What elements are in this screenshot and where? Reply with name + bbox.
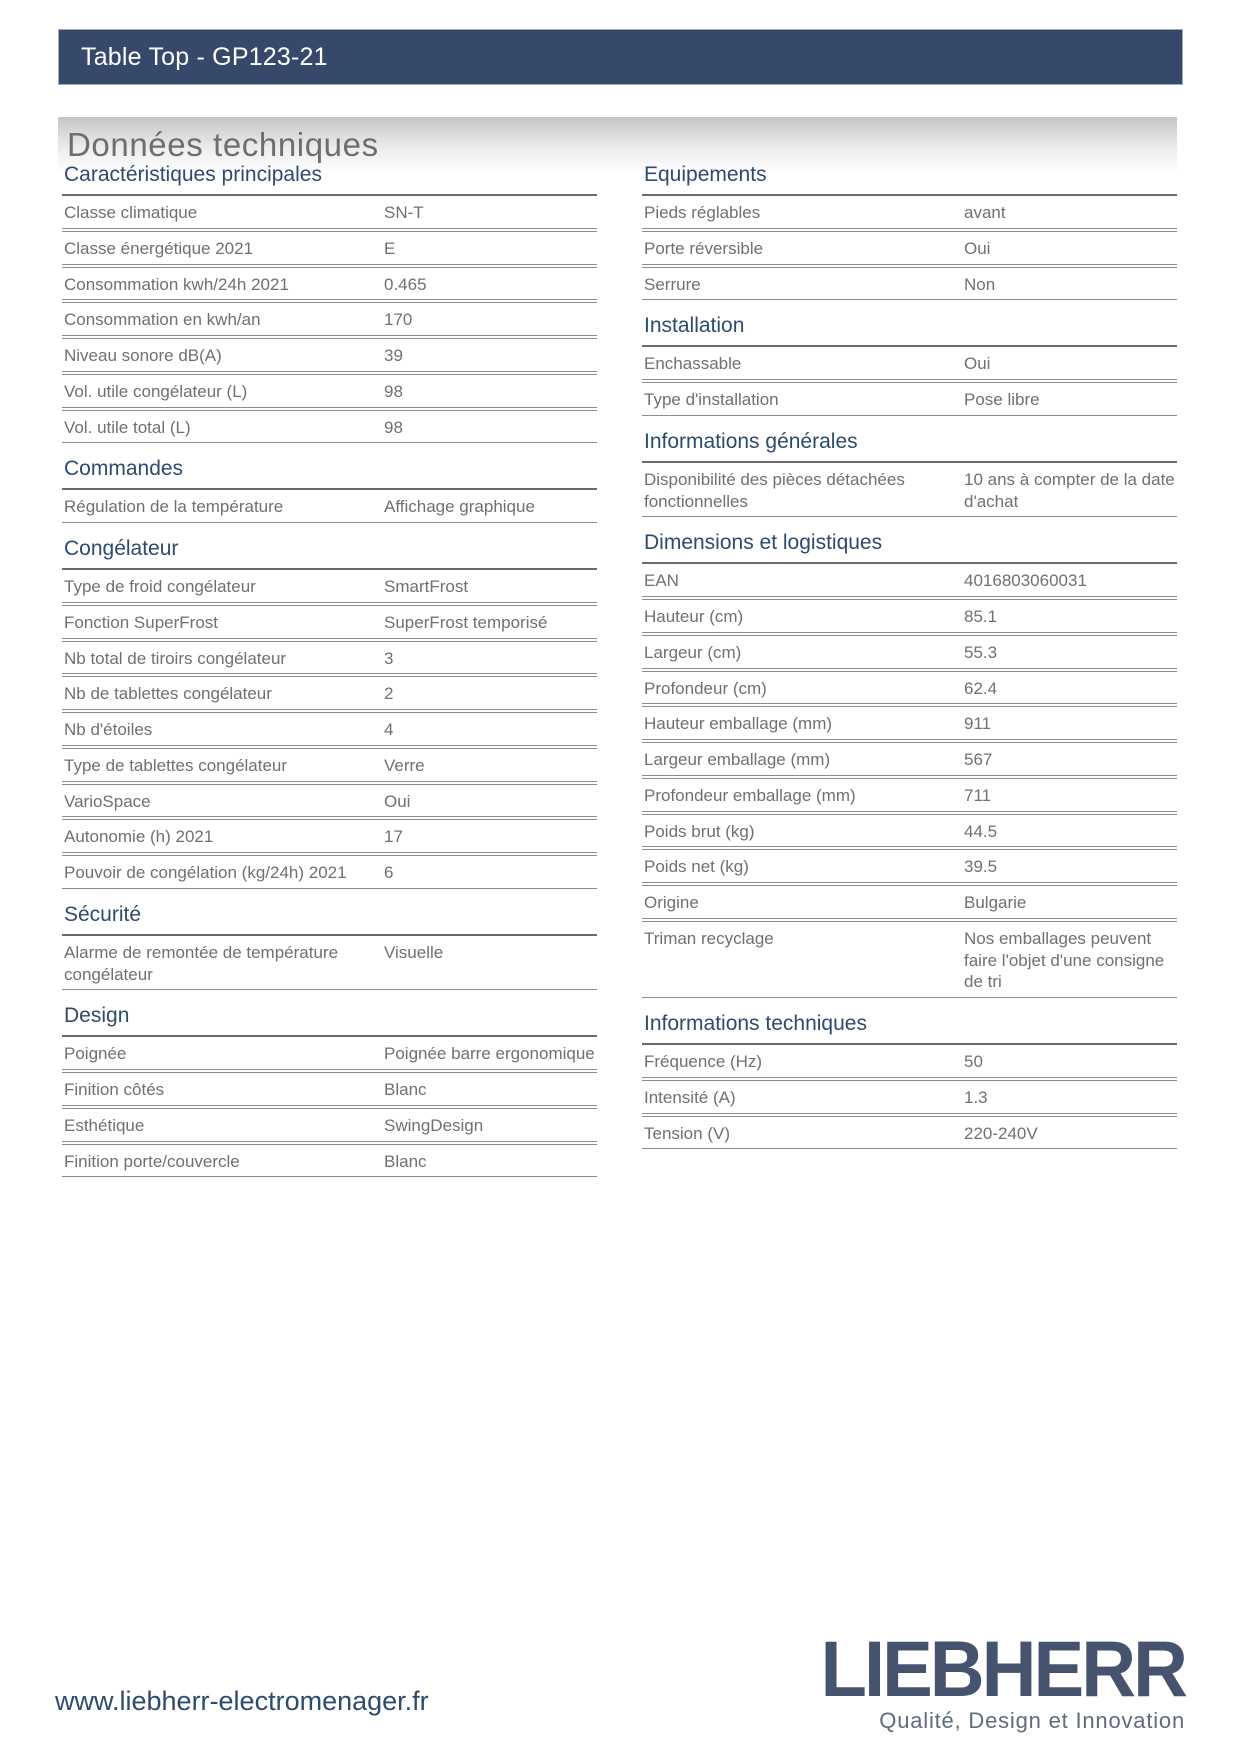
spec-label: Consommation en kwh/an <box>64 310 261 330</box>
spec-row <box>62 855 597 889</box>
spec-label: Poids brut (kg) <box>644 821 755 841</box>
spec-row <box>62 819 597 853</box>
spec-label: Autonomie (h) 2021 <box>64 827 214 847</box>
section-title: Congélateur <box>62 537 597 570</box>
spec-label: Type de tablettes congélateur <box>64 755 288 775</box>
spec-column-right <box>642 163 1177 1177</box>
spec-label: Consommation kwh/24h 2021 <box>64 274 289 294</box>
spec-row <box>642 382 1177 416</box>
section-title: Commandes <box>62 457 597 490</box>
spec-label: Largeur (cm) <box>644 642 742 662</box>
spec-value: 3 <box>384 648 394 668</box>
spec-value: SmartFrost <box>384 577 469 596</box>
spec-value: 4 <box>384 720 394 739</box>
spec-row <box>62 338 597 372</box>
spec-value: 98 <box>384 417 403 437</box>
spec-row <box>62 1037 597 1070</box>
spec-label: Vol. utile congélateur (L) <box>64 381 248 401</box>
spec-row <box>642 196 1177 229</box>
spec-label: Fréquence (Hz) <box>644 1052 763 1071</box>
spec-value: Blanc <box>384 1080 427 1099</box>
footer-website-link[interactable]: www.liebherr-electromenager.fr <box>55 1686 429 1716</box>
spec-label: Régulation de la température <box>64 497 284 517</box>
spec-label: Alarme de remontée de température congélateur <box>64 942 339 984</box>
spec-row <box>642 706 1177 740</box>
spec-row <box>642 231 1177 265</box>
spec-row <box>642 599 1177 633</box>
spec-value: 6 <box>384 863 394 882</box>
spec-value: 4016803060031 <box>964 571 1087 591</box>
spec-label: Intensité (A) <box>644 1087 736 1107</box>
spec-row <box>62 410 597 444</box>
spec-value: Blanc <box>384 1151 427 1171</box>
spec-row <box>62 1144 597 1178</box>
spec-row <box>62 676 597 710</box>
spec-row <box>642 635 1177 669</box>
spec-row <box>62 1108 597 1142</box>
spec-label: Classe climatique <box>64 203 198 222</box>
spec-value: Oui <box>384 791 411 811</box>
spec-label: Type d'installation <box>644 390 779 409</box>
spec-table <box>62 490 597 523</box>
liebherr-wordmark: LIEBHERR <box>820 1625 1185 1714</box>
spec-table <box>62 936 597 991</box>
spec-label: Pieds réglables <box>644 203 761 222</box>
section-title: Caractéristiques principales <box>62 163 597 196</box>
spec-table <box>642 196 1177 300</box>
spec-value: 2 <box>384 684 394 704</box>
section-title: Informations générales <box>642 430 1177 463</box>
spec-label: Hauteur (cm) <box>644 607 744 626</box>
spec-row <box>62 302 597 336</box>
section-title: Installation <box>642 314 1177 347</box>
spec-label: Nb de tablettes congélateur <box>64 684 272 704</box>
spec-row <box>62 267 597 301</box>
spec-value: Oui <box>964 354 991 374</box>
spec-label: Origine <box>644 893 699 912</box>
spec-row <box>642 1116 1177 1150</box>
spec-row <box>62 231 597 265</box>
spec-label: EAN <box>644 571 679 591</box>
spec-label: Hauteur emballage (mm) <box>644 714 833 734</box>
spec-label: Esthétique <box>64 1115 145 1135</box>
spec-row <box>642 742 1177 776</box>
spec-label: Poids net (kg) <box>644 857 749 877</box>
spec-table <box>62 570 597 889</box>
spec-value: E <box>384 238 396 258</box>
section-title: Dimensions et logistiques <box>642 531 1177 564</box>
spec-value: 0.465 <box>384 274 427 294</box>
spec-row <box>62 605 597 639</box>
spec-label: Tension (V) <box>644 1123 730 1143</box>
spec-label: Nb d'étoiles <box>64 720 153 739</box>
section-title: Sécurité <box>62 903 597 936</box>
spec-table <box>642 1045 1177 1149</box>
spec-value: 39 <box>384 346 403 365</box>
spec-label: Classe énergétique 2021 <box>64 238 254 258</box>
spec-row <box>642 921 1177 998</box>
spec-value: 1.3 <box>964 1087 988 1107</box>
section-title: Design <box>62 1004 597 1037</box>
spec-table <box>642 463 1177 518</box>
spec-value: 17 <box>384 827 403 847</box>
spec-row <box>62 936 597 991</box>
spec-row <box>642 814 1177 848</box>
spec-value: SN-T <box>384 203 424 222</box>
spec-value: 50 <box>964 1052 983 1071</box>
spec-value: 170 <box>384 310 413 330</box>
section-title: Informations techniques <box>642 1012 1177 1045</box>
spec-column-left <box>62 163 597 1177</box>
spec-label: Type de froid congélateur <box>64 577 256 596</box>
spec-label: Disponibilité des pièces détachées fonctionnelles <box>644 469 905 511</box>
spec-value: Affichage graphique <box>384 497 535 517</box>
spec-value: Nos emballages peuvent faire l'objet d'une consigne de tri <box>964 928 1165 992</box>
spec-label: Largeur emballage (mm) <box>644 750 831 769</box>
liebherr-logo <box>820 1625 1185 1734</box>
section-title: Equipements <box>642 163 1177 196</box>
spec-row <box>62 490 597 523</box>
spec-label: Finition porte/couvercle <box>64 1151 240 1171</box>
spec-value: SuperFrost temporisé <box>384 612 548 632</box>
spec-value: 98 <box>384 381 403 401</box>
spec-row <box>642 849 1177 883</box>
spec-value: 567 <box>964 750 993 769</box>
spec-row <box>62 570 597 603</box>
spec-table <box>62 196 597 443</box>
spec-row <box>642 671 1177 705</box>
spec-row <box>62 196 597 229</box>
document-titlebar <box>58 29 1183 85</box>
spec-value: 911 <box>964 714 992 734</box>
spec-label: Profondeur emballage (mm) <box>644 785 856 805</box>
spec-label: Niveau sonore dB(A) <box>64 346 222 365</box>
spec-table <box>62 1037 597 1177</box>
spec-row <box>62 641 597 675</box>
spec-value: avant <box>964 203 1006 222</box>
spec-row <box>642 564 1177 597</box>
spec-value: Pose libre <box>964 390 1040 409</box>
spec-row <box>642 347 1177 380</box>
spec-label: Enchassable <box>644 354 742 374</box>
spec-row <box>62 1072 597 1106</box>
spec-label: Finition côtés <box>64 1080 165 1099</box>
spec-value: Poignée barre ergonomique <box>384 1044 595 1064</box>
spec-label: Profondeur (cm) <box>644 678 767 698</box>
spec-value: Verre <box>384 755 425 775</box>
spec-value: 711 <box>964 785 992 805</box>
document-title: Table Top - GP123-21 <box>81 42 328 71</box>
spec-value: 62.4 <box>964 678 998 698</box>
spec-value: 10 ans à compter de la date d'achat <box>964 469 1175 511</box>
spec-label: VarioSpace <box>64 791 151 811</box>
spec-row <box>642 1080 1177 1114</box>
spec-label: Nb total de tiroirs congélateur <box>64 648 287 668</box>
spec-table <box>642 347 1177 416</box>
spec-row <box>62 748 597 782</box>
spec-label: Pouvoir de congélation (kg/24h) 2021 <box>64 863 347 882</box>
spec-row <box>62 374 597 408</box>
spec-value: Visuelle <box>384 942 444 962</box>
spec-value: 55.3 <box>964 642 998 662</box>
spec-label: Poignée <box>64 1044 127 1064</box>
spec-value: 220-240V <box>964 1123 1038 1143</box>
liebherr-tagline: Qualité, Design et Innovation <box>879 1708 1185 1734</box>
spec-content <box>62 163 1177 1177</box>
spec-value: Oui <box>964 238 991 258</box>
spec-value: SwingDesign <box>384 1115 484 1135</box>
spec-label: Porte réversible <box>644 238 764 258</box>
spec-row <box>62 784 597 818</box>
spec-row <box>642 463 1177 518</box>
spec-label: Fonction SuperFrost <box>64 612 219 632</box>
spec-label: Serrure <box>644 274 701 294</box>
spec-value: Non <box>964 274 996 294</box>
page-title: Données techniques <box>67 126 379 163</box>
spec-table <box>642 564 1177 998</box>
spec-row <box>642 885 1177 919</box>
spec-row <box>62 712 597 746</box>
spec-label: Vol. utile total (L) <box>64 417 191 437</box>
spec-row <box>642 778 1177 812</box>
spec-row <box>642 267 1177 301</box>
spec-value: 85.1 <box>964 607 998 626</box>
spec-value: 39.5 <box>964 857 998 877</box>
spec-value: 44.5 <box>964 821 998 841</box>
spec-row <box>642 1045 1177 1078</box>
spec-value: Bulgarie <box>964 893 1027 912</box>
spec-label: Triman recyclage <box>644 928 774 948</box>
